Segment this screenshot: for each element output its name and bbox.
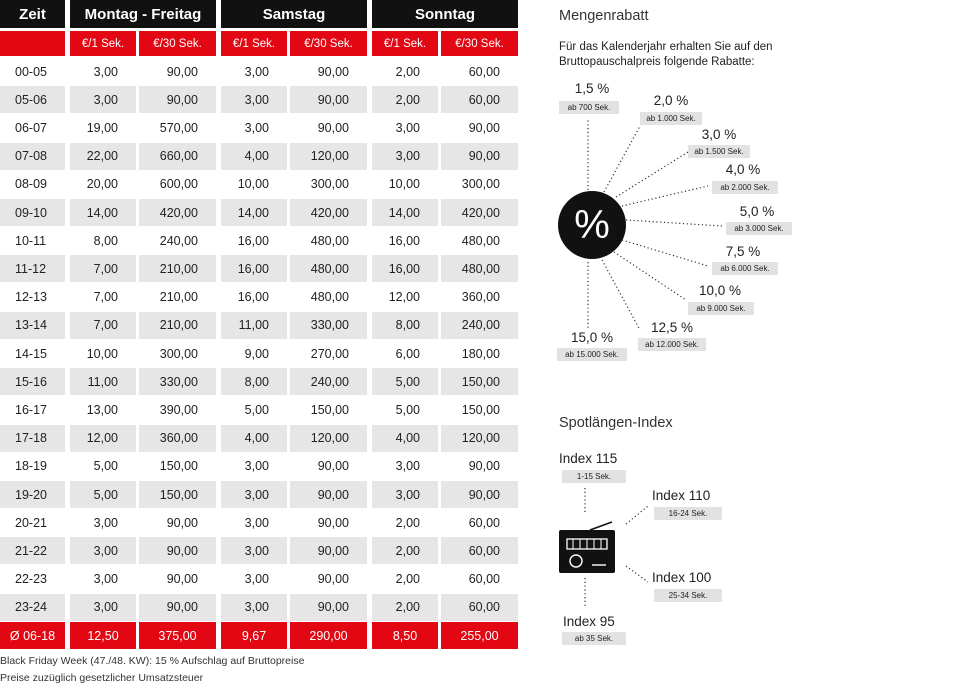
average-row [0, 622, 518, 649]
cell-saturday-per1: 9,00 [244, 346, 269, 361]
cell-weekday-per1: 11,00 [70, 368, 136, 395]
cell-sunday-per1: 2,00 [395, 572, 420, 587]
cell-sunday-per30: 300,00 [461, 177, 500, 192]
cell-sunday-per30: 150,00 [461, 402, 500, 417]
cell-weekday-per1: 13,00 [86, 402, 118, 417]
cell-sunday-per1: 14,00 [372, 199, 438, 226]
cell-sunday-per30: 90,00 [441, 143, 518, 170]
index-110-label: Index 110 [652, 488, 711, 503]
cell-saturday-per1: 11,00 [221, 312, 287, 339]
index-100-range: 25-34 Sek. [654, 589, 722, 602]
cell-weekday-per1: 5,00 [70, 481, 136, 508]
subheader-saturday-per1: €/1 Sek. [221, 31, 287, 56]
table-row [0, 566, 518, 593]
cell-saturday-per1: 3,00 [244, 459, 269, 474]
cell-weekday-per30: 210,00 [159, 290, 198, 305]
cell-saturday-per1: 4,00 [221, 143, 287, 170]
cell-sunday-per1: 6,00 [395, 346, 420, 361]
cell-sunday-per30: 60,00 [441, 86, 518, 113]
cell-saturday-per30: 420,00 [290, 199, 367, 226]
cell-weekday-per1: 19,00 [86, 120, 118, 135]
percent-circle-icon [558, 191, 626, 259]
cell-sunday-per1: 5,00 [372, 368, 438, 395]
cell-weekday-per30: 90,00 [139, 537, 216, 564]
cell-time: 17-18 [0, 425, 65, 452]
cell-time: 00-05 [15, 64, 47, 79]
cell-time: 19-20 [0, 481, 65, 508]
cell-sunday-per1: 2,00 [395, 515, 420, 530]
cell-sunday-per30: 60,00 [468, 572, 500, 587]
cell-saturday-per30: 480,00 [310, 290, 349, 305]
percent-symbol: % [574, 202, 610, 247]
cell-saturday-per30: 300,00 [310, 177, 349, 192]
cell-saturday-per1: 16,00 [221, 255, 287, 282]
cell-sunday-per1: 12,00 [388, 290, 420, 305]
cell-sunday-per30: 90,00 [468, 120, 500, 135]
cell-weekday-per30: 660,00 [139, 143, 216, 170]
cell-saturday-per1: 3,00 [221, 594, 287, 621]
cell-saturday-per30: 240,00 [290, 368, 367, 395]
cell-saturday-per1: 3,00 [244, 515, 269, 530]
cell-weekday-per1: 3,00 [70, 537, 136, 564]
cell-sunday-per1: 4,00 [372, 425, 438, 452]
cell-saturday-per30: 480,00 [310, 233, 349, 248]
cell-weekday-per30: 360,00 [139, 425, 216, 452]
cell-sunday-per1: 2,00 [372, 86, 438, 113]
cell-saturday-per30: 120,00 [290, 143, 367, 170]
header-time: Zeit [0, 0, 65, 28]
cell-sunday-per30: 60,00 [468, 64, 500, 79]
cell-time: 20-21 [15, 515, 47, 530]
cell-saturday-per30: 330,00 [290, 312, 367, 339]
cell-time: 12-13 [15, 290, 47, 305]
tier-1-threshold: ab 700 Sek. [559, 101, 619, 114]
cell-weekday-per30: 330,00 [139, 368, 216, 395]
volume-discount-intro: Für das Kalenderjahr erhalten Sie auf den Bruttopauschalpreis folgende Rabatte: [559, 41, 773, 68]
tier-7-threshold: ab 9.000 Sek. [688, 302, 754, 315]
table-row [0, 368, 518, 395]
cell-weekday-per30: 210,00 [139, 255, 216, 282]
cell-weekday-per1: 3,00 [70, 86, 136, 113]
cell-time: 06-07 [15, 120, 47, 135]
cell-sunday-per30: 480,00 [441, 255, 518, 282]
cell-weekday-per1: 7,00 [93, 290, 118, 305]
cell-saturday-per30: 90,00 [290, 594, 367, 621]
cell-saturday-per1: 4,00 [221, 425, 287, 452]
cell-time: 11-12 [0, 255, 65, 282]
cell-saturday-per30: 270,00 [310, 346, 349, 361]
table-row [0, 594, 518, 621]
tier-9-rate: 15,0 % [570, 330, 614, 345]
table-row [0, 171, 518, 198]
cell-sunday-per1: 8,00 [372, 312, 438, 339]
table-row [0, 312, 518, 339]
cell-saturday-per30: 90,00 [317, 64, 349, 79]
cell-sunday-per30: 60,00 [441, 537, 518, 564]
cell-saturday-per30: 90,00 [290, 481, 367, 508]
average-saturday-per30: 290,00 [290, 622, 367, 649]
index-115-label: Index 115 [559, 451, 618, 466]
cell-sunday-per30: 60,00 [468, 515, 500, 530]
cell-sunday-per1: 3,00 [395, 459, 420, 474]
cell-sunday-per30: 240,00 [441, 312, 518, 339]
cell-sunday-per1: 3,00 [372, 143, 438, 170]
cell-time: 07-08 [0, 143, 65, 170]
cell-weekday-per1: 3,00 [93, 515, 118, 530]
table-row [0, 114, 518, 141]
cell-weekday-per30: 150,00 [159, 459, 198, 474]
index-95-label: Index 95 [563, 614, 615, 629]
cell-saturday-per30: 90,00 [317, 459, 349, 474]
cell-weekday-per30: 90,00 [166, 515, 198, 530]
cell-time: 13-14 [0, 312, 65, 339]
cell-time: 22-23 [15, 572, 47, 587]
cell-weekday-per30: 420,00 [139, 199, 216, 226]
cell-sunday-per1: 5,00 [395, 402, 420, 417]
tier-9-threshold: ab 15.000 Sek. [557, 348, 627, 361]
cell-weekday-per1: 22,00 [70, 143, 136, 170]
tier-8-rate: 12,5 % [650, 320, 694, 335]
subheader-sunday-per1: €/1 Sek. [372, 31, 438, 56]
cell-weekday-per1: 8,00 [93, 233, 118, 248]
cell-saturday-per1: 3,00 [244, 64, 269, 79]
cell-time: 08-09 [15, 177, 47, 192]
footnote-black-friday: Black Friday Week (47./48. KW): 15 % Aufschlag auf Bruttopreise [0, 655, 305, 667]
table-row [0, 481, 518, 508]
cell-sunday-per1: 10,00 [388, 177, 420, 192]
average-saturday-per1: 9,67 [221, 622, 287, 649]
cell-saturday-per30: 90,00 [317, 120, 349, 135]
tier-4-threshold: ab 2.000 Sek. [712, 181, 778, 194]
cell-saturday-per1: 3,00 [244, 572, 269, 587]
cell-sunday-per30: 90,00 [468, 459, 500, 474]
cell-saturday-per1: 8,00 [221, 368, 287, 395]
average-sunday-per30: 255,00 [441, 622, 518, 649]
cell-weekday-per30: 600,00 [159, 177, 198, 192]
average-sunday-per1: 8,50 [372, 622, 438, 649]
table-row [0, 199, 518, 226]
cell-time: 18-19 [15, 459, 47, 474]
cell-saturday-per30: 90,00 [317, 572, 349, 587]
cell-saturday-per30: 480,00 [290, 255, 367, 282]
cell-weekday-per30: 90,00 [166, 572, 198, 587]
cell-sunday-per1: 16,00 [372, 255, 438, 282]
table-row [0, 453, 518, 480]
cell-weekday-per1: 3,00 [70, 594, 136, 621]
cell-sunday-per30: 60,00 [441, 594, 518, 621]
tier-5-rate: 5,0 % [739, 204, 775, 219]
table-row [0, 396, 518, 423]
cell-time: 15-16 [0, 368, 65, 395]
radio-icon [556, 518, 620, 576]
volume-discount-title: Mengenrabatt [559, 8, 649, 24]
cell-weekday-per30: 90,00 [139, 594, 216, 621]
cell-sunday-per30: 480,00 [461, 233, 500, 248]
cell-sunday-per30: 90,00 [441, 481, 518, 508]
cell-sunday-per1: 2,00 [372, 537, 438, 564]
cell-weekday-per1: 10,00 [86, 346, 118, 361]
table-row [0, 340, 518, 367]
cell-saturday-per1: 3,00 [221, 86, 287, 113]
cell-sunday-per1: 16,00 [388, 233, 420, 248]
subheader-saturday-per30: €/30 Sek. [290, 31, 367, 56]
cell-weekday-per30: 240,00 [159, 233, 198, 248]
cell-time: 09-10 [0, 199, 65, 226]
cell-weekday-per30: 570,00 [159, 120, 198, 135]
tier-3-rate: 3,0 % [701, 127, 737, 142]
cell-sunday-per1: 2,00 [395, 64, 420, 79]
cell-sunday-per1: 2,00 [372, 594, 438, 621]
cell-time: 14-15 [15, 346, 47, 361]
cell-saturday-per30: 90,00 [317, 515, 349, 530]
cell-weekday-per30: 210,00 [139, 312, 216, 339]
cell-saturday-per30: 90,00 [290, 537, 367, 564]
table-row [0, 425, 518, 452]
cell-weekday-per30: 300,00 [159, 346, 198, 361]
cell-saturday-per1: 3,00 [221, 537, 287, 564]
index-110-range: 16-24 Sek. [654, 507, 722, 520]
cell-saturday-per30: 120,00 [290, 425, 367, 452]
cell-sunday-per30: 180,00 [461, 346, 500, 361]
tier-2-threshold: ab 1.000 Sek. [640, 112, 702, 125]
subheader-weekday-per30: €/30 Sek. [139, 31, 216, 56]
cell-saturday-per1: 10,00 [237, 177, 269, 192]
cell-weekday-per1: 5,00 [93, 459, 118, 474]
footnote-vat: Preise zuzüglich gesetzlicher Umsatzsteuer [0, 672, 204, 684]
cell-sunday-per1: 3,00 [395, 120, 420, 135]
subheader-time-blank [0, 31, 65, 56]
cell-time: 21-22 [0, 537, 65, 564]
average-time: Ø 06-18 [0, 622, 65, 649]
tier-8-threshold: ab 12.000 Sek. [638, 338, 706, 351]
cell-weekday-per1: 14,00 [70, 199, 136, 226]
cell-sunday-per30: 150,00 [441, 368, 518, 395]
index-115-range: 1-15 Sek. [562, 470, 626, 483]
cell-sunday-per1: 3,00 [372, 481, 438, 508]
cell-weekday-per30: 90,00 [139, 86, 216, 113]
cell-saturday-per1: 3,00 [221, 481, 287, 508]
table-row [0, 537, 518, 564]
index-100-label: Index 100 [652, 570, 712, 585]
cell-weekday-per1: 3,00 [93, 572, 118, 587]
cell-time: 10-11 [15, 233, 47, 248]
cell-weekday-per30: 150,00 [139, 481, 216, 508]
header-weekday: Montag - Freitag [70, 0, 216, 28]
table-row [0, 58, 518, 85]
spot-index-title: Spotlängen-Index [559, 415, 673, 431]
tier-1-rate: 1,5 % [574, 81, 610, 96]
cell-saturday-per30: 90,00 [290, 86, 367, 113]
average-weekday-per30: 375,00 [139, 622, 216, 649]
table-row [0, 509, 518, 536]
cell-saturday-per1: 16,00 [237, 290, 269, 305]
cell-weekday-per30: 90,00 [166, 64, 198, 79]
cell-weekday-per1: 7,00 [70, 312, 136, 339]
cell-saturday-per30: 150,00 [310, 402, 349, 417]
cell-weekday-per1: 20,00 [86, 177, 118, 192]
average-weekday-per1: 12,50 [70, 622, 136, 649]
cell-weekday-per1: 7,00 [70, 255, 136, 282]
cell-sunday-per30: 120,00 [441, 425, 518, 452]
cell-saturday-per1: 14,00 [221, 199, 287, 226]
cell-saturday-per1: 16,00 [237, 233, 269, 248]
tier-2-rate: 2,0 % [653, 93, 689, 108]
subheader-sunday-per30: €/30 Sek. [441, 31, 518, 56]
header-sunday: Sonntag [372, 0, 518, 28]
cell-weekday-per1: 3,00 [93, 64, 118, 79]
cell-sunday-per30: 360,00 [461, 290, 500, 305]
cell-weekday-per1: 12,00 [70, 425, 136, 452]
tier-5-threshold: ab 3.000 Sek. [726, 222, 792, 235]
tier-3-threshold: ab 1.500 Sek. [688, 145, 750, 158]
index-95-range: ab 35 Sek. [562, 632, 626, 645]
table-row [0, 143, 518, 170]
table-row [0, 227, 518, 254]
subheader-weekday-per1: €/1 Sek. [70, 31, 136, 56]
cell-time: 16-17 [15, 402, 47, 417]
tier-6-rate: 7,5 % [725, 244, 761, 259]
tier-7-rate: 10,0 % [698, 283, 742, 298]
cell-time: 23-24 [0, 594, 65, 621]
cell-saturday-per1: 3,00 [244, 120, 269, 135]
table-row [0, 86, 518, 113]
table-row [0, 255, 518, 282]
tier-4-rate: 4,0 % [725, 162, 761, 177]
cell-sunday-per30: 420,00 [441, 199, 518, 226]
tier-6-threshold: ab 6.000 Sek. [712, 262, 778, 275]
cell-weekday-per30: 390,00 [159, 402, 198, 417]
cell-time: 05-06 [0, 86, 65, 113]
cell-saturday-per1: 5,00 [244, 402, 269, 417]
table-row [0, 284, 518, 311]
header-saturday: Samstag [221, 0, 367, 28]
